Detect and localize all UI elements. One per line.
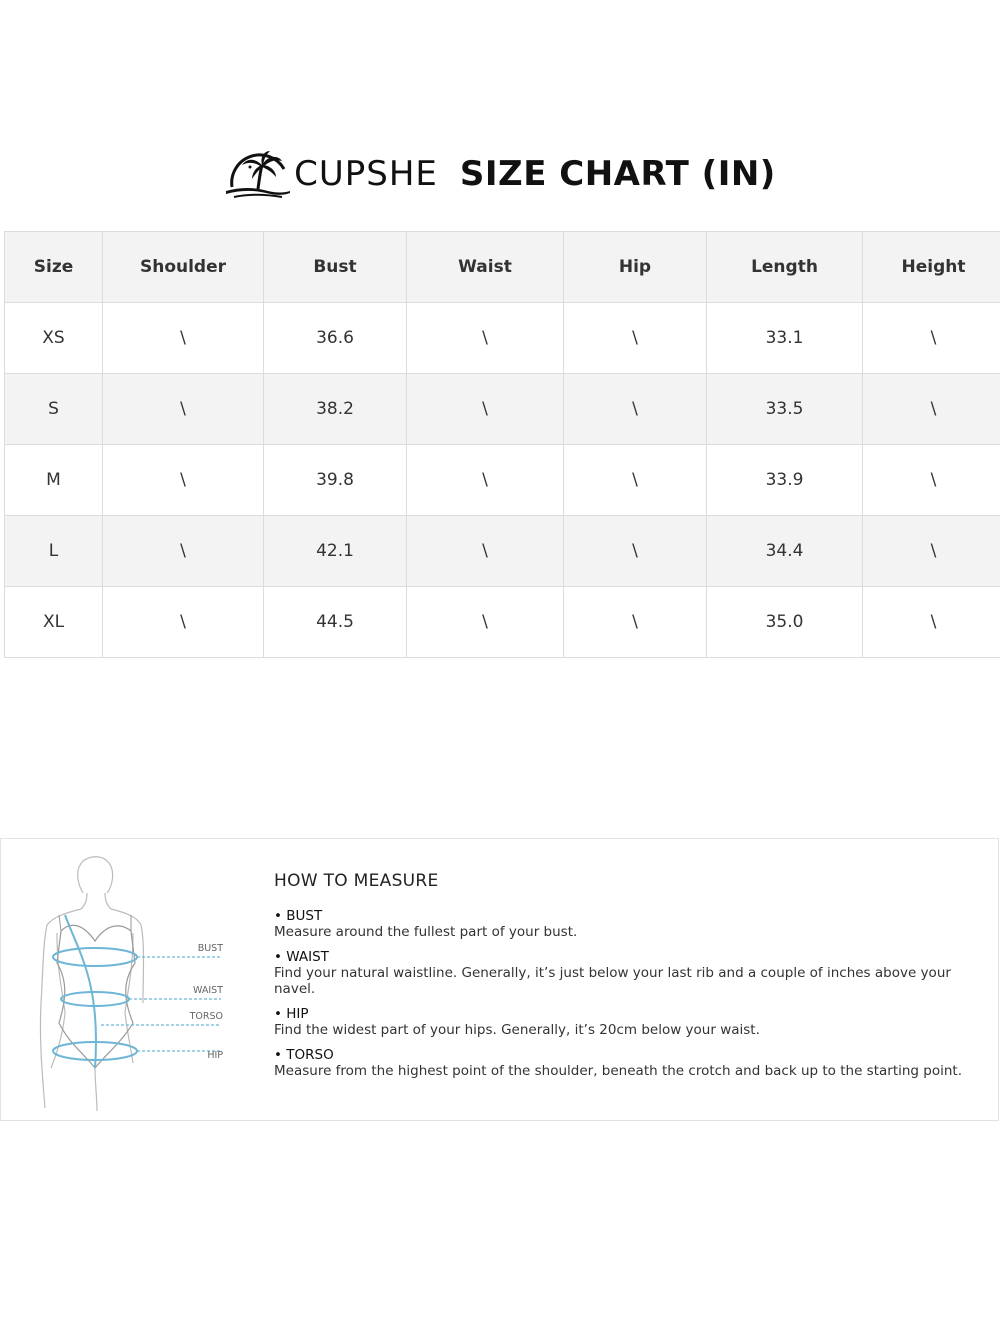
table-cell: 33.9 — [707, 445, 863, 516]
table-header-row — [5, 232, 1000, 303]
table-cell: 35.0 — [707, 587, 863, 658]
table-cell: \ — [863, 374, 1000, 445]
table-cell: XS — [5, 303, 103, 374]
figure-label-waist: WAIST — [192, 985, 223, 996]
table-cell: \ — [103, 374, 264, 445]
table-cell: \ — [103, 516, 264, 587]
measure-item-desc: Measure around the fullest part of your bust. — [274, 924, 578, 940]
measure-item-desc: Measure from the highest point of the shoulder, beneath the crotch and back up to the starting point. — [274, 1063, 963, 1079]
table-cell: \ — [564, 516, 707, 587]
table-cell: 34.4 — [707, 516, 863, 587]
table-cell: 33.1 — [707, 303, 863, 374]
column-header-length: Length — [707, 232, 863, 303]
table-cell: \ — [564, 303, 707, 374]
table-row — [5, 445, 1000, 516]
table-cell: \ — [564, 587, 707, 658]
column-header-shoulder: Shoulder — [103, 232, 264, 303]
table-row — [5, 374, 1000, 445]
table-row — [5, 303, 1000, 374]
table-row — [5, 516, 1000, 587]
table-cell: \ — [407, 303, 564, 374]
table-cell: \ — [103, 587, 264, 658]
measure-instructions — [274, 871, 974, 1088]
table-cell: 38.2 — [264, 374, 407, 445]
table-cell: \ — [407, 516, 564, 587]
table-cell: M — [5, 445, 103, 516]
table-cell: L — [5, 516, 103, 587]
table-cell: \ — [564, 445, 707, 516]
palm-tree-logo-icon — [224, 147, 292, 201]
table-cell: \ — [407, 587, 564, 658]
measure-item-waist — [274, 949, 974, 997]
table-cell: \ — [103, 445, 264, 516]
table-cell: \ — [564, 374, 707, 445]
size-chart-table — [4, 231, 1000, 658]
column-header-bust: Bust — [264, 232, 407, 303]
measure-item-label: • BUST — [274, 908, 323, 924]
brand-name: CUPSHE — [294, 154, 438, 194]
table-row — [5, 587, 1000, 658]
column-header-waist: Waist — [407, 232, 564, 303]
table-cell: \ — [103, 303, 264, 374]
table-cell: S — [5, 374, 103, 445]
measure-heading: HOW TO MEASURE — [274, 871, 439, 891]
table-cell: XL — [5, 587, 103, 658]
table-cell: 39.8 — [264, 445, 407, 516]
measure-item-desc: Find the widest part of your hips. Generally, it’s 20cm below your waist. — [274, 1022, 760, 1038]
column-header-size: Size — [5, 232, 103, 303]
measure-item-label: • HIP — [274, 1006, 309, 1022]
table-cell: \ — [407, 445, 564, 516]
measure-item-hip — [274, 1006, 974, 1038]
table-cell: \ — [863, 303, 1000, 374]
table-cell: \ — [863, 445, 1000, 516]
measure-item-label: • WAIST — [274, 949, 329, 965]
table-cell: \ — [863, 587, 1000, 658]
how-to-measure-panel — [0, 838, 999, 1121]
page-header — [0, 142, 1000, 206]
column-header-hip: Hip — [564, 232, 707, 303]
table-cell: 36.6 — [264, 303, 407, 374]
measure-item-desc: Find your natural waistline. Generally, it’s just below your last rib and a couple of inches above your navel. — [274, 965, 951, 997]
table-cell: 44.5 — [264, 587, 407, 658]
figure-label-torso: TORSO — [189, 1011, 223, 1022]
page-title: SIZE CHART (IN) — [459, 154, 776, 194]
figure-label-hip: HIP — [207, 1050, 223, 1061]
table-cell: \ — [863, 516, 1000, 587]
table-cell: 33.5 — [707, 374, 863, 445]
column-header-height: Height — [863, 232, 1000, 303]
table-cell: 42.1 — [264, 516, 407, 587]
figure-label-bust: BUST — [197, 943, 223, 954]
measure-item-torso — [274, 1047, 974, 1079]
measure-item-bust — [274, 908, 974, 940]
table-cell: \ — [407, 374, 564, 445]
measure-item-label: • TORSO — [274, 1047, 334, 1063]
body-measurement-figure-icon — [21, 853, 241, 1113]
